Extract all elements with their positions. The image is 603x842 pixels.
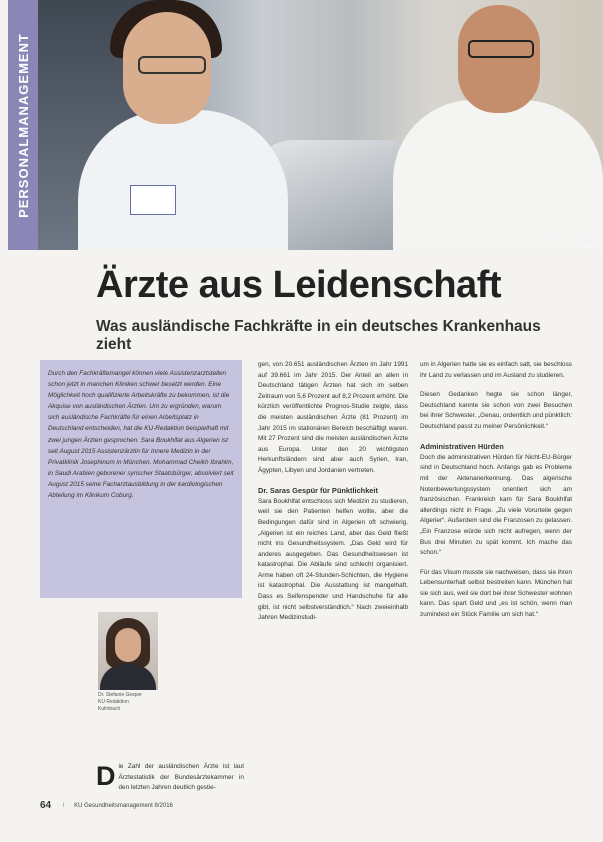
col2-paragraph-2: Sara Boukhlfat entschloss sich Medizin zu studieren, weil sie den Patienten helfen wollte, aber die Bedingungen dafür sind in Algerien oft schwierig. „Algerien ist ein reiches Land, aber das Geld fließt nicht ins Gesundheitssystem. „Das Geld wird für anderes ausgegeben. Das Gesundheitswesen ist katastrophal. Die Abläufe sind schlecht organisiert. Arme haben oft 24-Stunden-Schichten, die Hygiene ist katastrophal. Die Ausstattung ist mangelhaft. Dass es Seifenspender und Handschuhe für alle gibt, ist nicht selbstverständlich.“ Nach zweieinhalb Jahren Medizinstudi- xyxy=(258,497,408,622)
photo-credit: Foto: Klinikum Coburg xyxy=(545,238,595,244)
author-name: Dr. Stefanie Gesper xyxy=(98,692,142,698)
col3-paragraph-2: Diesen Gedanken hegte sie schon länger, Deutschland kannte sie schon von zwei Besuchen bei ihrer Schwester. „Genau, ordentlich und pünktlich: Deutschland passt zu meiner Persönlichkeit.“ xyxy=(420,391,572,430)
male-doctor-face xyxy=(458,5,540,113)
author-role: KU Redaktion xyxy=(98,699,129,705)
col2-paragraph-1: gen, von 20.651 ausländischen Ärzten im Jahr 1991 auf 39.661 im Jahr 2015. Der Anteil an allen in Deutschland tätigen Ärzten hat sich im selben Zeitraum von 5,6 Prozent auf 8,2 Prozent erhöht. Die kürzlich veröffentlichte Prognos-Studie zeigte, dass die meisten ausländischen Ärzte (81 Prozent) im Jahr 2015 im stationären Bereich beschäftigt waren. Mit 27 Prozent sind die meisten ausländischen Ärzte aus Europa. Unter den 20 wichtigsten Herkunftsländern sind aber auch Syrien, Iran, Ägypten, Libyen und Jordanien vertreten. xyxy=(258,361,408,474)
page-number: 64 xyxy=(40,800,52,811)
intro-text: Durch den Fachkräftemangel können viele Assistenzarztstellen schon jetzt in manchen Kliniken schwer besetzt werden. Eine Möglichkeit hoch qualifizierte Arbeitskräfte zu bekommen, ist die Akquise von ausländischen Ärzten. Um zu ergründen, warum sich ausländische Fachkräfte für einen Arbeitsplatz in Deutschland entscheiden, hat die KU-Redaktion beispielhaft mit zwei jungen Ärzten gesprochen. Sara Boukhlfat aus Algerien ist seit August 2015 Assistenzärztin für Innere Medizin in der Privatklinik Josephinum in München. Mohammad Cheikh Ibrahim, in Saudi Arabien geborener syrischer Staatsbürger, absolviert seit August 2015 seine Facharztausbildung in der kardiologischen Abteilung im Klinikum Coburg. xyxy=(48,370,234,500)
male-doctor-glasses xyxy=(468,40,534,58)
section-label: PERSONALMANAGEMENT xyxy=(15,32,31,218)
col1-paragraph xyxy=(96,762,244,794)
col3-paragraph-4: Für das Visum musste sie nachweisen, dass sie ihren Lebensunterhalt selbst bestreiten kann. München hat sie sich aus, weil sie dort bei ihrer Schwester wohnen kann. Das spart Geld und „es ist schön, wenn man zumindest ein Stück Familie um sich hat.“ xyxy=(420,568,572,619)
article-title: Ärzte aus Leidenschaft xyxy=(96,264,501,306)
article-subtitle: Was ausländische Fachkräfte in ein deutsches Krankenhaus zieht xyxy=(96,318,541,353)
name-badge xyxy=(130,185,176,215)
col3-subheading: Administrativen Hürden xyxy=(420,441,504,451)
page-footer xyxy=(40,800,580,811)
author-caption xyxy=(98,692,208,713)
portrait-body xyxy=(100,664,156,690)
portrait-face xyxy=(115,628,141,662)
body-column-2 xyxy=(258,360,408,633)
hero-photo xyxy=(38,0,603,250)
author-portrait xyxy=(98,612,158,690)
female-doctor-glasses xyxy=(138,56,206,74)
intro-box xyxy=(40,360,242,598)
col3-paragraph-1: um in Algerien hatte sie es einfach satt, sie beschloss ihr Land zu verlassen und im Ausland zu studieren. xyxy=(420,361,572,379)
col2-subheading: Dr. Saras Gespür für Pünktlichkeit xyxy=(258,485,378,495)
publication-name: KU Gesundheitsmanagement 8/2016 xyxy=(74,803,173,809)
male-doctor-coat xyxy=(393,100,603,250)
col3-paragraph-3: Doch die administrativen Hürden für Nicht-EU-Bürger sind in Deutschland hoch. Anfangs gab es Probleme mit der Aktenanerkennung. Das algerische Notenbewertungssystem orientiert sich am französischen. Frankreich kam für Sara Boukhlfat allerdings nicht in Frage. „Zu viele Vorurteile gegen Algerier“. Außerdem sind die Franzosen zu gelassen. „Ein Franzose würde sich nicht aufregen, wenn der Bus drei Minuten zu spät kommt. Ich mache das schon.“ xyxy=(420,453,572,557)
author-location: Kulmbach xyxy=(98,706,121,712)
section-tab xyxy=(8,0,38,250)
body-column-3 xyxy=(420,360,572,630)
col1-text: ie Zahl der ausländischen Ärzte ist laut Ärztestatistik der Bundesärztekammer in den letzten Jahren deutlich gestie- xyxy=(118,763,244,792)
body-column-1 xyxy=(96,762,244,803)
female-doctor-coat xyxy=(78,110,288,250)
footer-separator: I xyxy=(62,803,65,809)
drop-cap: D xyxy=(96,761,116,791)
